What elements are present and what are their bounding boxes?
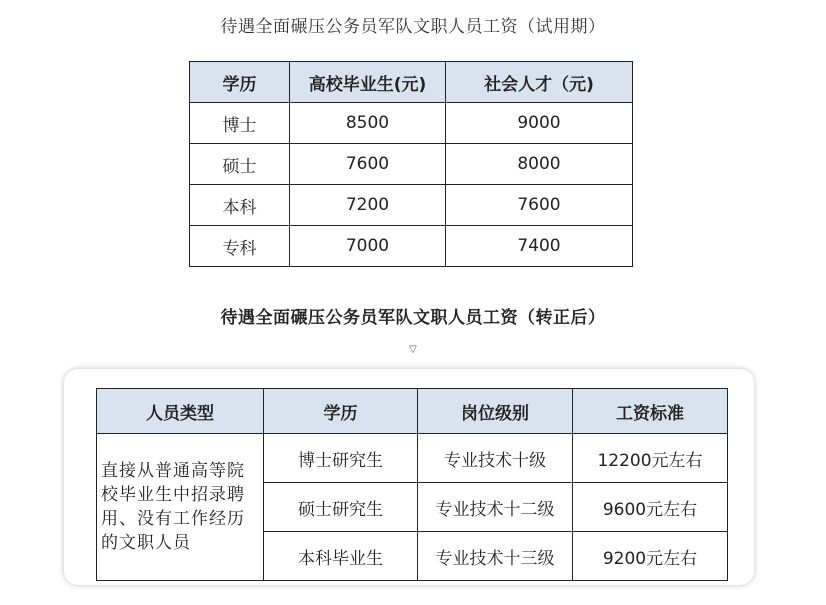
table-cell: 专业技术十二级 [418, 483, 573, 532]
table-header-row [97, 389, 728, 434]
column-header-post-level: 岗位级别 [418, 389, 573, 434]
table-cell: 7000 [290, 226, 446, 267]
table-row [190, 185, 633, 226]
table-cell: 专业技术十三级 [418, 532, 573, 581]
column-header-social-talent-salary: 社会人才（元) [446, 62, 633, 103]
table-cell: 硕士研究生 [264, 483, 418, 532]
table-cell: 本科毕业生 [264, 532, 418, 581]
table-row [190, 144, 633, 185]
table-row [190, 226, 633, 267]
column-header-graduate-salary: 高校毕业生(元) [290, 62, 446, 103]
table-cell: 硕士 [190, 144, 290, 185]
table-cell: 专科 [190, 226, 290, 267]
personnel-type-cell: 直接从普通高等院校毕业生中招录聘用、没有工作经历的文职人员 [97, 434, 264, 581]
table-cell: 7200 [290, 185, 446, 226]
table-cell: 7400 [446, 226, 633, 267]
table-cell: 9000 [446, 103, 633, 144]
table-cell: 本科 [190, 185, 290, 226]
table-header-row [190, 62, 633, 103]
table-cell: 博士研究生 [264, 434, 418, 483]
table-cell: 7600 [446, 185, 633, 226]
table-cell: 9600元左右 [573, 483, 728, 532]
probation-salary-title: 待遇全面碾压公务员军队文职人员工资（试用期） [220, 17, 606, 37]
down-triangle-icon: ▽ [409, 344, 417, 355]
table-row [190, 103, 633, 144]
column-header-personnel-type: 人员类型 [97, 389, 264, 434]
column-header-education: 学历 [190, 62, 290, 103]
column-header-education: 学历 [264, 389, 418, 434]
table-cell: 专业技术十级 [418, 434, 573, 483]
table-cell: 12200元左右 [573, 434, 728, 483]
regular-salary-table [96, 388, 728, 581]
table-cell: 9200元左右 [573, 532, 728, 581]
column-header-salary-standard: 工资标准 [573, 389, 728, 434]
probation-salary-table [189, 61, 633, 267]
table-row [97, 434, 728, 483]
table-cell: 8500 [290, 103, 446, 144]
table-cell: 7600 [290, 144, 446, 185]
table-cell: 8000 [446, 144, 633, 185]
table-cell: 博士 [190, 103, 290, 144]
regular-salary-title: 待遇全面碾压公务员军队文职人员工资（转正后） [220, 308, 606, 328]
